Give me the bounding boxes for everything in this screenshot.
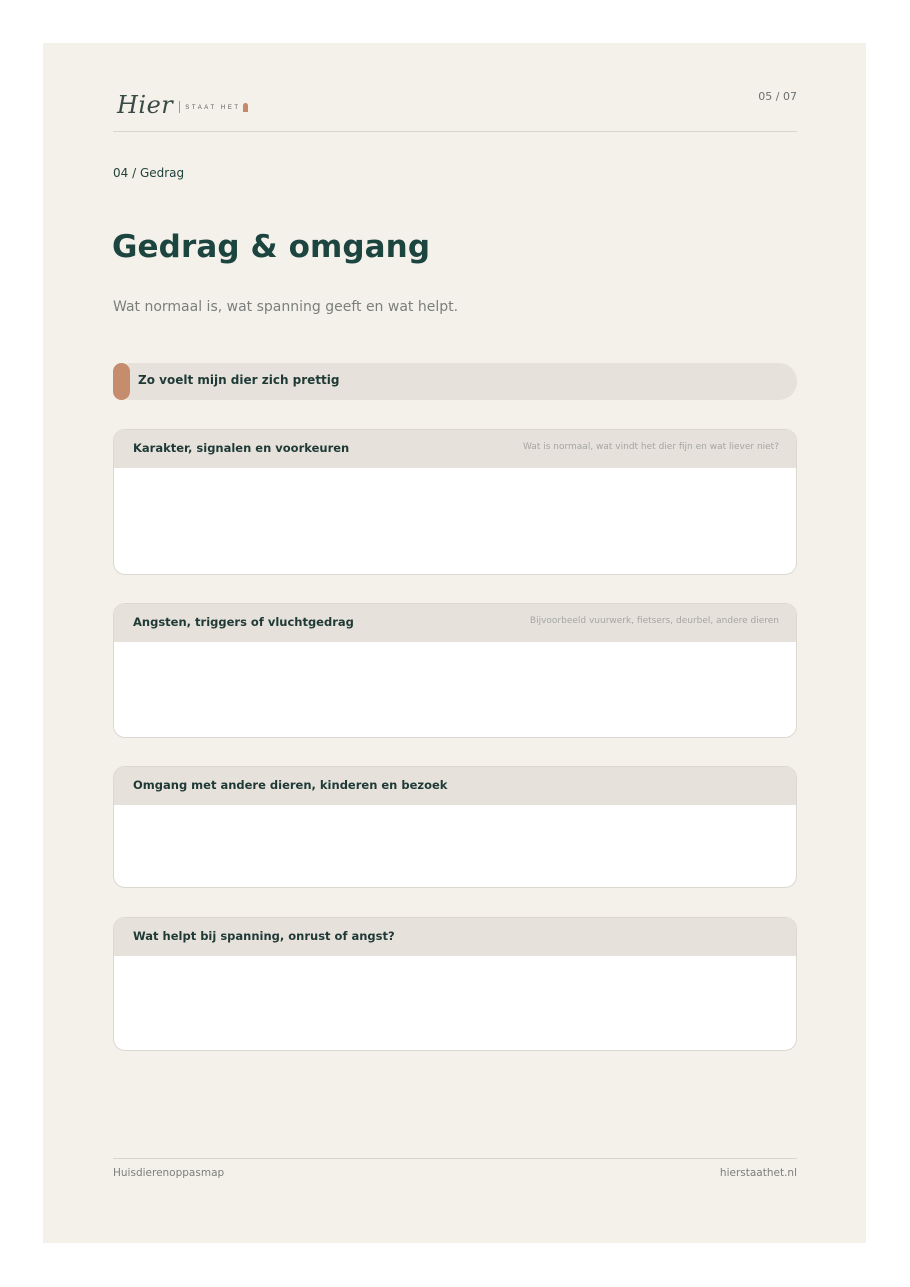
field-hint: Wat is normaal, wat vindt het dier fijn en wat liever niet? <box>522 442 779 452</box>
field-title: Omgang met andere dieren, kinderen en bezoek <box>133 778 448 792</box>
field-card-character <box>113 429 797 575</box>
page-title: Gedrag & omgang <box>112 229 431 265</box>
field-title: Wat helpt bij spanning, onrust of angst? <box>133 929 395 943</box>
brand-logo <box>117 91 248 119</box>
footer-document-name: Huisdierenoppasmap <box>113 1167 225 1179</box>
page-subtitle: Wat normaal is, wat spanning geeft en wat helpt. <box>113 299 459 315</box>
field-card-header <box>114 918 796 956</box>
page-header <box>113 89 797 132</box>
field-card-calming <box>113 917 797 1051</box>
logo-script-text: Hier <box>117 91 174 119</box>
field-card-header <box>114 767 796 805</box>
field-card-interaction <box>113 766 797 888</box>
breadcrumb: 04 / Gedrag <box>113 166 185 180</box>
footer-website: hierstaathet.nl <box>719 1167 797 1179</box>
section-label: Zo voelt mijn dier zich prettig <box>138 373 340 387</box>
field-writing-area[interactable] <box>114 956 796 1050</box>
field-writing-area[interactable] <box>114 805 796 887</box>
page-footer <box>113 1158 797 1179</box>
field-writing-area[interactable] <box>114 468 796 574</box>
logo-tagline: STAAT HET <box>185 104 241 111</box>
field-title: Karakter, signalen en voorkeuren <box>133 441 350 455</box>
field-card-header <box>114 430 796 468</box>
section-accent-marker <box>113 363 130 400</box>
page-number: 05 / 07 <box>758 90 797 103</box>
section-heading <box>113 363 797 400</box>
logo-divider <box>179 101 180 113</box>
bookmark-icon <box>243 103 248 112</box>
field-writing-area[interactable] <box>114 642 796 737</box>
document-page <box>43 43 866 1243</box>
field-title: Angsten, triggers of vluchtgedrag <box>133 615 354 629</box>
field-card-header <box>114 604 796 642</box>
field-card-fears <box>113 603 797 738</box>
field-hint: Bijvoorbeeld vuurwerk, fietsers, deurbel, andere dieren <box>529 616 779 626</box>
